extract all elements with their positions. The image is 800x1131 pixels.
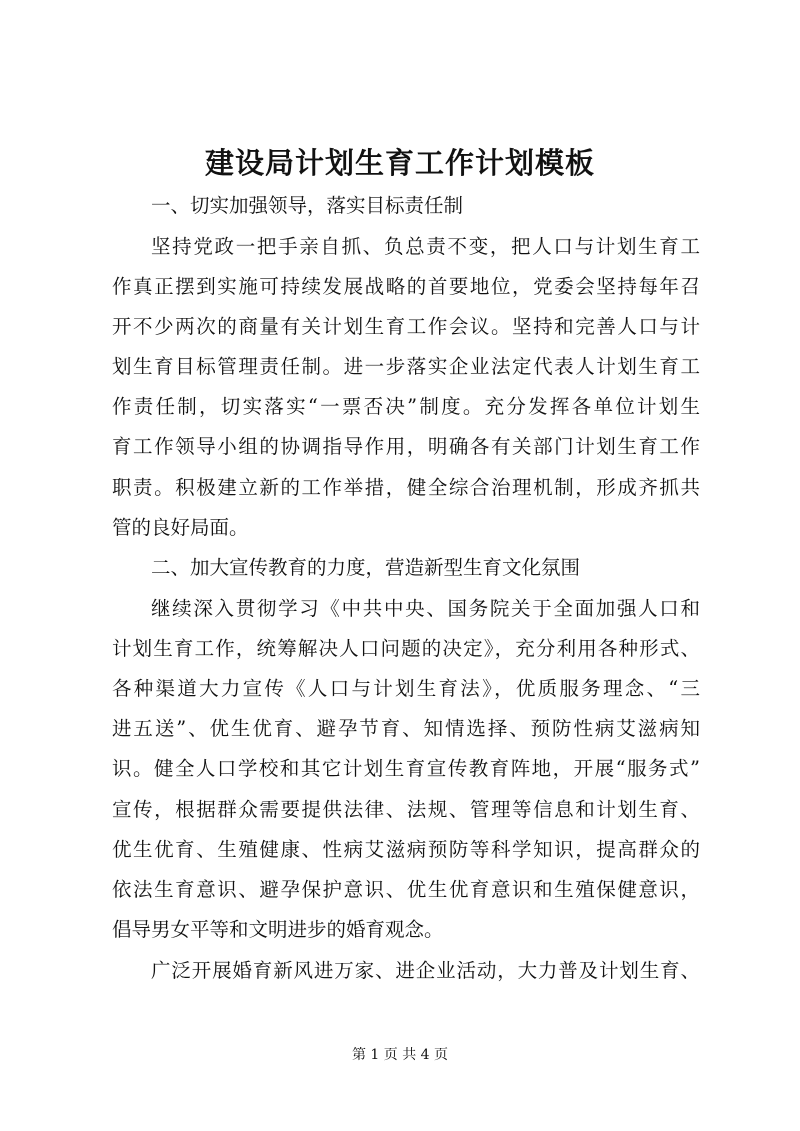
section-heading-1: 一、切实加强领导，落实目标责任制 <box>151 194 464 217</box>
paragraph-line: 倡导男女平等和文明进步的婚育观念。 <box>112 918 444 941</box>
paragraph-line: 作真正摆到实施可持续发展战略的首要地位，党委会坚持每年召 <box>112 275 700 298</box>
paragraph-line: 坚持党政一把手亲自抓、负总责不变，把人口与计划生育工 <box>151 235 700 258</box>
paragraph-line: 作责任制，切实落实“一票否决”制度。充分发挥各单位计划生 <box>112 395 700 418</box>
paragraph-line: 管的良好局面。 <box>112 516 249 539</box>
paragraph-line: 优生优育、生殖健康、性病艾滋病预防等科学知识，提高群众的 <box>112 838 700 861</box>
paragraph-line: 各种渠道大力宣传《人口与计划生育法》，优质服务理念、“三 <box>112 677 700 700</box>
paragraph-line: 依法生育意识、避孕保护意识、优生优育意识和生殖保健意识， <box>112 878 700 901</box>
paragraph-line: 继续深入贯彻学习《中共中央、国务院关于全面加强人口和 <box>151 597 700 620</box>
paragraph-line: 广泛开展婚育新风进万家、进企业活动，大力普及计划生育、 <box>151 959 700 982</box>
paragraph-line: 识。健全人口学校和其它计划生育宣传教育阵地，开展“服务式” <box>112 757 700 780</box>
paragraph-line: 开不少两次的商量有关计划生育工作会议。坚持和完善人口与计 <box>112 315 700 338</box>
paragraph-line: 进五送”、优生优育、避孕节育、知情选择、预防性病艾滋病知 <box>112 717 700 740</box>
document-title: 建设局计划生育工作计划模板 <box>204 146 595 180</box>
paragraph-line: 职责。积极建立新的工作举措，健全综合治理机制，形成齐抓共 <box>112 476 700 499</box>
paragraph-line: 计划生育工作，统筹解决人口问题的决定》，充分利用各种形式、 <box>112 637 700 660</box>
paragraph-line: 育工作领导小组的协调指导作用，明确各有关部门计划生育工作 <box>112 435 700 458</box>
page-number: 第 1 页 共 4 页 <box>351 1047 449 1063</box>
paragraph-line: 宣传，根据群众需要提供法律、法规、管理等信息和计划生育、 <box>112 798 700 821</box>
paragraph-line: 划生育目标管理责任制。进一步落实企业法定代表人计划生育工 <box>112 355 700 378</box>
section-heading-2: 二、加大宣传教育的力度，营造新型生育文化氛围 <box>151 556 581 579</box>
